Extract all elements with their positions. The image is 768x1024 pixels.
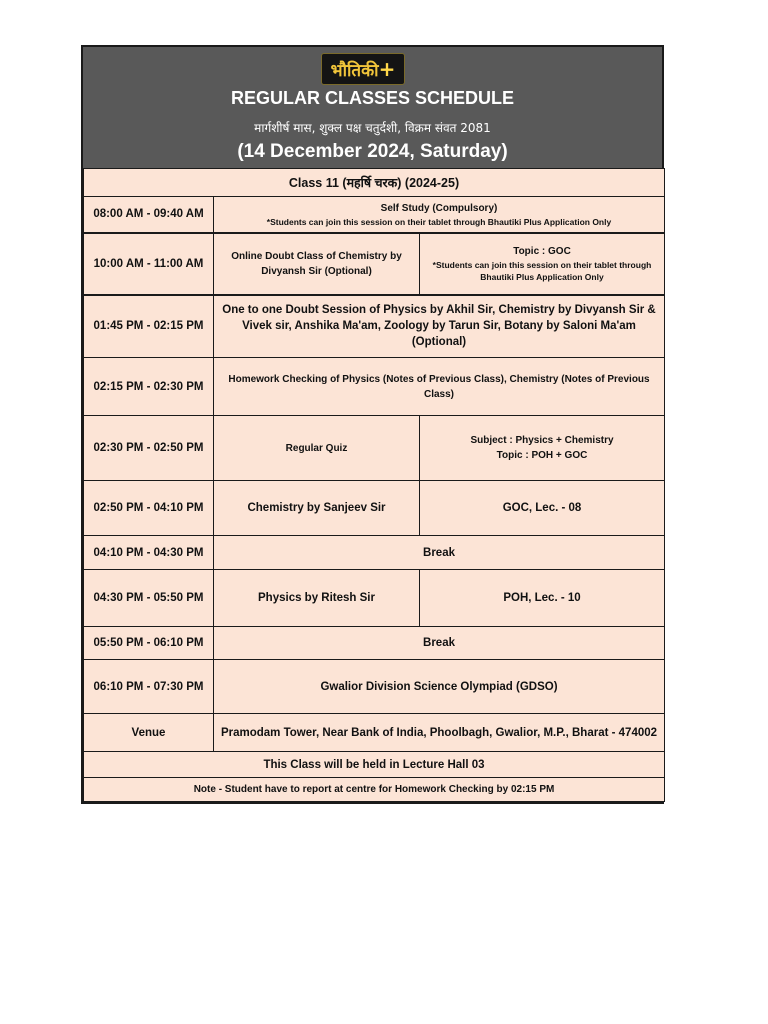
venue-address: Pramodam Tower, Near Bank of India, Phoolbagh, Gwalior, M.P., Bharat - 474002: [214, 714, 665, 752]
activity-left-cell: Physics by Ritesh Sir: [214, 570, 420, 627]
schedule-table: [83, 168, 665, 802]
footer-note-text: Note - Student have to report at centre for Homework Checking by 02:15 PM: [193, 784, 555, 795]
schedule-header: [83, 47, 662, 168]
activity-right-cell: GOC, Lec. - 08: [420, 481, 665, 536]
time-cell: 04:30 PM - 05:50 PM: [84, 570, 214, 627]
schedule-row: [84, 416, 665, 481]
activity-note: *Students can join this session on their tablet through Bhautiki Plus Application Only: [266, 216, 612, 227]
schedule-row: [84, 358, 665, 416]
time-cell: 05:50 PM - 06:10 PM: [84, 627, 214, 660]
activity-cell: [214, 197, 665, 233]
activity-left: Online Doubt Class of Chemistry by Divyansh Sir (Optional): [231, 250, 402, 277]
schedule-row: [84, 570, 665, 627]
time-cell: 06:10 PM - 07:30 PM: [84, 660, 214, 714]
activity-cell: One to one Doubt Session of Physics by Akhil Sir, Chemistry by Divyansh Sir & Vivek sir, Anshika Ma'am, Zoology by Tarun Sir, Botany by Saloni Ma'am (Optional): [214, 295, 665, 358]
schedule-title: REGULAR CLASSES SCHEDULE: [230, 88, 515, 108]
activity-right: Topic : GOC: [513, 246, 571, 257]
activity-right-note: *Students can join this session on their tablet through Bhautiki Plus Application Only: [432, 260, 652, 282]
schedule-row: [84, 627, 665, 660]
footer-note: [84, 778, 665, 802]
activity-left-cell: [214, 233, 420, 295]
schedule-row: [84, 481, 665, 536]
venue-row: [84, 714, 665, 752]
schedule-row: [84, 233, 665, 295]
schedule-row: [84, 660, 665, 714]
activity-main: Homework Checking of Physics (Notes of Previous Class), Chemistry (Notes of Previous Class): [228, 373, 650, 400]
hall-row: [84, 752, 665, 778]
schedule-date: (14 December 2024, Saturday): [237, 141, 508, 162]
activity-left: Regular Quiz: [285, 442, 348, 454]
activity-left-cell: [214, 416, 420, 481]
activity-right-line1: Subject : Physics + Chemistry: [470, 435, 614, 446]
activity-left-cell: Chemistry by Sanjeev Sir: [214, 481, 420, 536]
activity-cell: Gwalior Division Science Olympiad (GDSO): [214, 660, 665, 714]
activity-main: Self Study (Compulsory): [380, 202, 498, 214]
time-cell: 10:00 AM - 11:00 AM: [84, 233, 214, 295]
activity-right-cell: [420, 233, 665, 295]
time-cell: 02:30 PM - 02:50 PM: [84, 416, 214, 481]
activity-cell: Break: [214, 536, 665, 570]
hall-note: This Class will be held in Lecture Hall 03: [84, 752, 665, 778]
class-row: [84, 169, 665, 197]
schedule-sheet: [81, 45, 664, 804]
activity-right-line2: Topic : POH + GOC: [496, 450, 588, 461]
time-cell: 02:50 PM - 04:10 PM: [84, 481, 214, 536]
time-cell: 02:15 PM - 02:30 PM: [84, 358, 214, 416]
activity-right-cell: [420, 416, 665, 481]
activity-cell: Break: [214, 627, 665, 660]
logo-plus: +: [378, 57, 396, 81]
logo-text: भौतिकी: [330, 61, 379, 81]
schedule-row: [84, 295, 665, 358]
venue-label: Venue: [84, 714, 214, 752]
footer-row: [84, 778, 665, 802]
activity-right-cell: POH, Lec. - 10: [420, 570, 665, 627]
time-cell: 01:45 PM - 02:15 PM: [84, 295, 214, 358]
hindi-calendar-date: मार्गशीर्ष मास, शुक्ल पक्ष चतुर्दशी, विक्रम संवत 2081: [254, 121, 491, 135]
schedule-row: [84, 197, 665, 233]
time-cell: 04:10 PM - 04:30 PM: [84, 536, 214, 570]
class-name: Class 11 (महर्षि चरक) (2024-25): [84, 169, 665, 197]
bhautiki-plus-logo: [321, 53, 405, 85]
schedule-row: [84, 536, 665, 570]
activity-cell: [214, 358, 665, 416]
time-cell: 08:00 AM - 09:40 AM: [84, 197, 214, 233]
